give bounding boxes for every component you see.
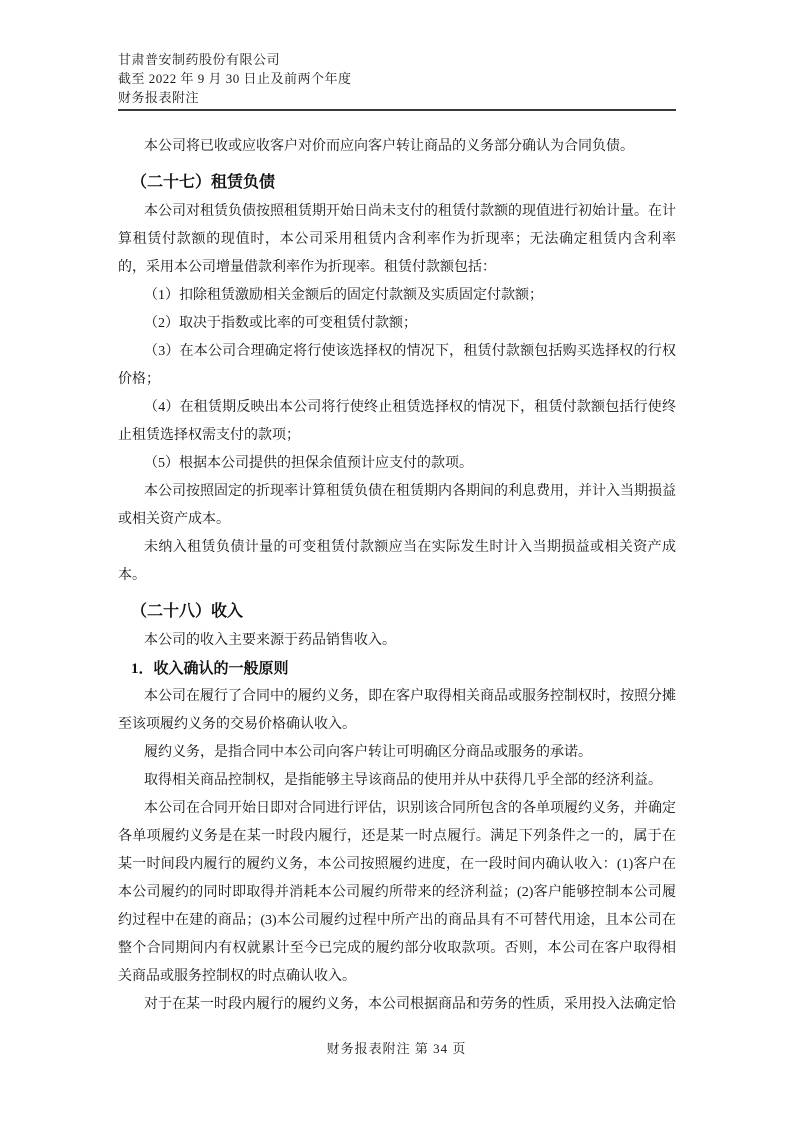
list-item-5: （5）根据本公司提供的担保余值预计应支付的款项。 bbox=[144, 456, 473, 471]
sub-heading-revenue-recognition-principles: 1．收入确认的一般原则 bbox=[131, 661, 289, 677]
list-item-2: （2）取决于指数或比率的可变租赁付款额； bbox=[144, 316, 417, 331]
company-name: 甘肃普安制药股份有限公司 bbox=[118, 52, 281, 67]
page-footer: 财务报表附注 第 34 页 bbox=[326, 1041, 467, 1056]
section-heading-27-lease-liabilities: （二十七）租赁负债 bbox=[131, 174, 276, 191]
list-item-1: （1）扣除租赁激励相关金额后的固定付款额及实质固定付款额； bbox=[144, 288, 543, 303]
report-period: 截至 2022 年 9 月 30 日止及前两个年度 bbox=[118, 71, 352, 86]
paragraph-lease-measurement: 本公司对租赁负债按照租赁期开始日尚未支付的租赁付款额的现值进行初始计量。在计算租赁付款额的现值时，本公司采用租赁内含利率作为折现率；无法确定租赁内含利率的，采用本公司增量借款利率作为折现率。租赁付款额包括： bbox=[118, 204, 676, 275]
paragraph-input-method: 对于在某一时段内履行的履约义务，本公司根据商品和劳务的性质，采用投入法确定恰 bbox=[144, 997, 676, 1012]
page-header bbox=[118, 50, 676, 107]
paragraph-contract-evaluation: 本公司在合同开始日即对合同进行评估，识别该合同所包含的各单项履约义务，并确定各单项履约义务是在某一时段内履行，还是某一时点履行。满足下列条件之一的，属于在某一时间段内履行的履约义务，本公司按照履约进度，在一段时间内确认收入：(1)客户在本公司履约的同时即取得并消耗本公司履约所带来的经济利益；(2)客户能够控制本公司履约过程中在建的商品；(3)本公司履约过程中所产出的商品具有不可替代用途，且本公司在整个合同期间内有权就累计至今已完成的履约部分收取款项。否则，本公司在客户取得相关商品或服务控制权的时点确认收入。 bbox=[118, 801, 676, 984]
section-heading-28-revenue: （二十八）收入 bbox=[131, 603, 244, 620]
paragraph-variable-payments: 未纳入租赁负债计量的可变租赁付款额应当在实际发生时计入当期损益或相关资产成本。 bbox=[118, 540, 676, 583]
document-title: 财务报表附注 bbox=[118, 90, 200, 105]
paragraph-performance-obligation-recognition: 本公司在履行了合同中的履约义务，即在客户取得相关商品或服务控制权时，按照分摊至该项履约义务的交易价格确认收入。 bbox=[118, 689, 676, 732]
document-body bbox=[118, 133, 676, 1019]
paragraph-revenue-source: 本公司的收入主要来源于药品销售收入。 bbox=[144, 633, 396, 648]
paragraph-interest-expense: 本公司按照固定的折现率计算租赁负债在租赁期内各期间的利息费用，并计入当期损益或相关资产成本。 bbox=[118, 484, 676, 527]
paragraph-performance-obligation-definition: 履约义务，是指合同中本公司向客户转让可明确区分商品或服务的承诺。 bbox=[144, 745, 592, 760]
list-item-3: （3）在本公司合理确定将行使该选择权的情况下，租赁付款额包括购买选择权的行权价格； bbox=[118, 344, 676, 387]
list-item-4: （4）在租赁期反映出本公司将行使终止租赁选择权的情况下，租赁付款额包括行使终止租赁选择权需支付的款项； bbox=[118, 400, 676, 443]
paragraph-control-definition: 取得相关商品控制权，是指能够主导该商品的使用并从中获得几乎全部的经济利益。 bbox=[144, 773, 662, 788]
header-divider bbox=[118, 109, 676, 111]
paragraph-contract-liability: 本公司将已收或应收客户对价而应向客户转让商品的义务部分确认为合同负债。 bbox=[144, 139, 634, 154]
